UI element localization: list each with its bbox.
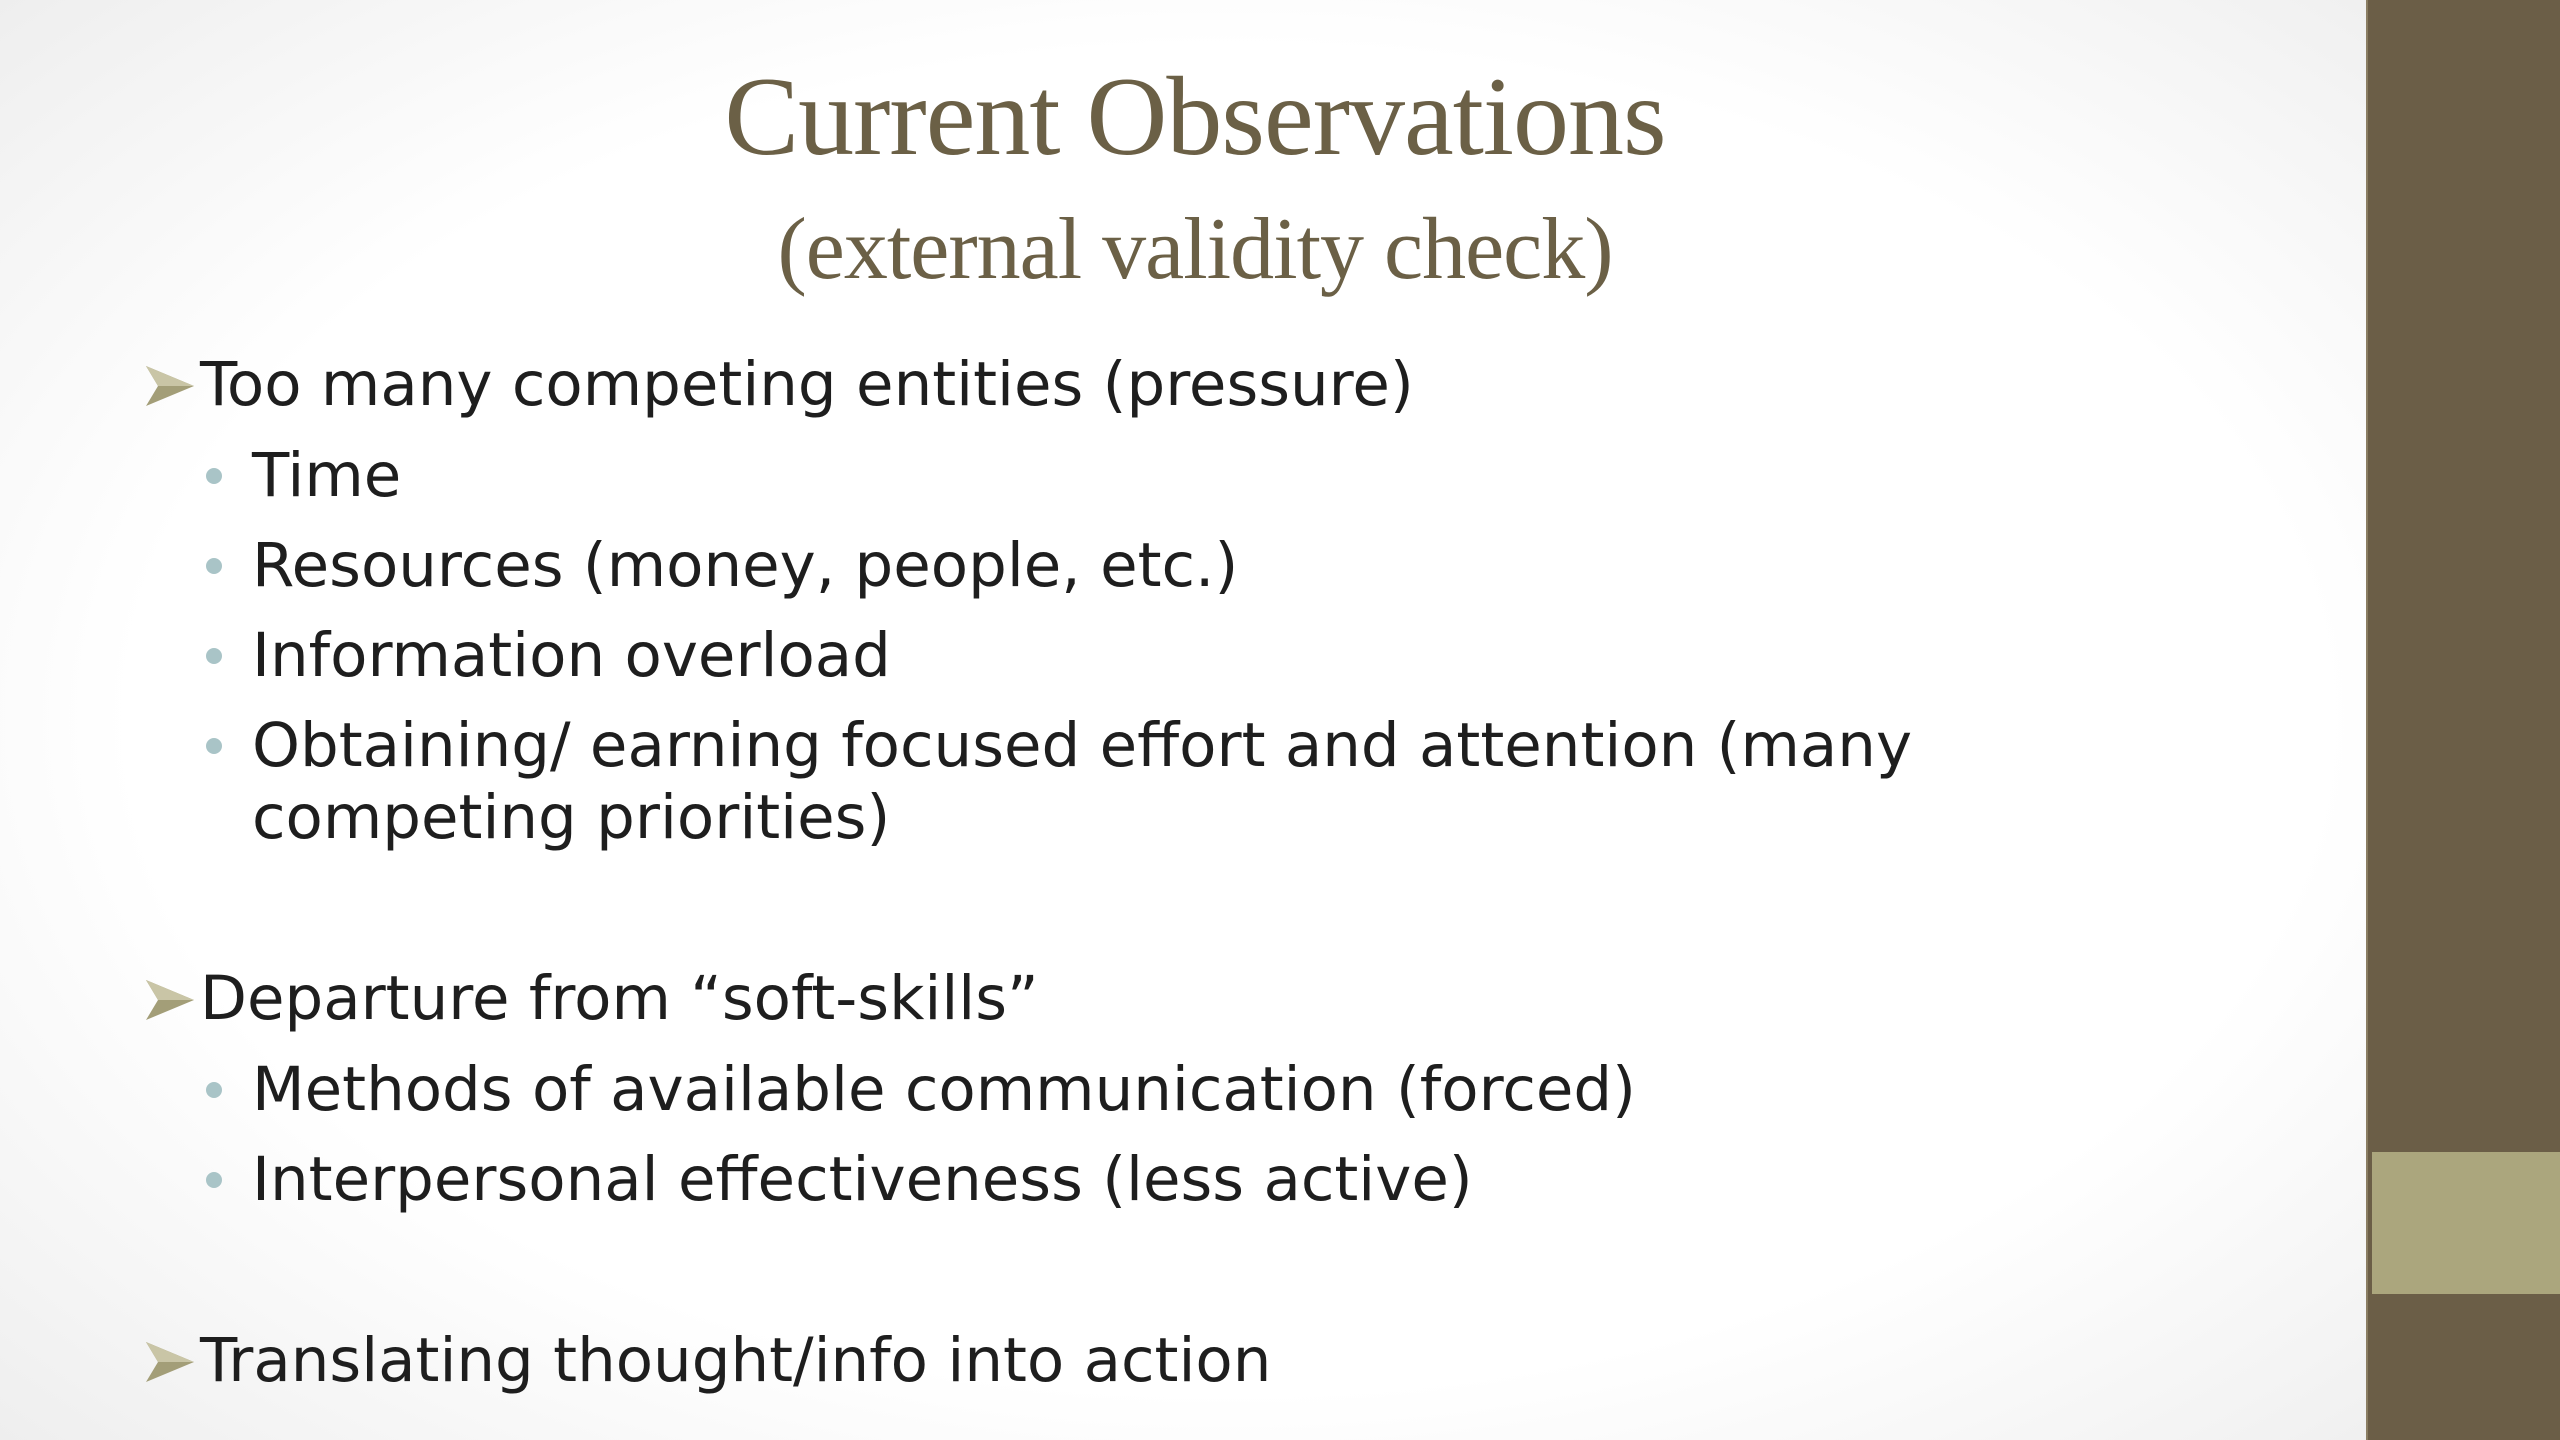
list-item-text: Obtaining/ earning focused effort and attention (many competing priorities) [252,710,1913,853]
sidebar-accent-block [2372,1152,2560,1294]
section-heading-text: Translating thought/info into action [200,1325,1272,1396]
section-3 [142,1324,2002,1398]
list-item [142,530,2002,602]
title-block [0,52,2390,310]
list-item-text: Interpersonal effectiveness (less active) [252,1144,1473,1215]
slide-title: Current Observations [724,55,1666,179]
slide-subtitle: (external validity check) [777,201,1613,298]
dot-bullet-icon [206,1082,222,1098]
arrow-bullet-icon [142,1340,196,1384]
dot-bullet-icon [206,738,222,754]
arrow-bullet-icon [142,978,196,1022]
list-item [142,710,2002,854]
list-item-text: Time [252,440,402,511]
section-heading-text: Departure from “soft-skills” [200,963,1039,1034]
dot-bullet-icon [206,1172,222,1188]
list-item [142,1054,2002,1126]
sub-bullet-list [142,440,2002,854]
list-item [142,440,2002,512]
section-heading [142,1324,2002,1398]
bullet-content [142,348,2002,1398]
list-item [142,1144,2002,1216]
list-item-text: Methods of available communication (forced) [252,1054,1636,1125]
section-heading [142,962,2002,1036]
section-heading [142,348,2002,422]
section-heading-text: Too many competing entities (pressure) [200,349,1414,420]
section-2 [142,962,2002,1216]
section-1 [142,348,2002,854]
dot-bullet-icon [206,558,222,574]
list-item-text: Resources (money, people, etc.) [252,530,1239,601]
list-item-text: Information overload [252,620,891,691]
dot-bullet-icon [206,468,222,484]
sub-bullet-list [142,1054,2002,1216]
dot-bullet-icon [206,648,222,664]
list-item [142,620,2002,692]
arrow-bullet-icon [142,364,196,408]
